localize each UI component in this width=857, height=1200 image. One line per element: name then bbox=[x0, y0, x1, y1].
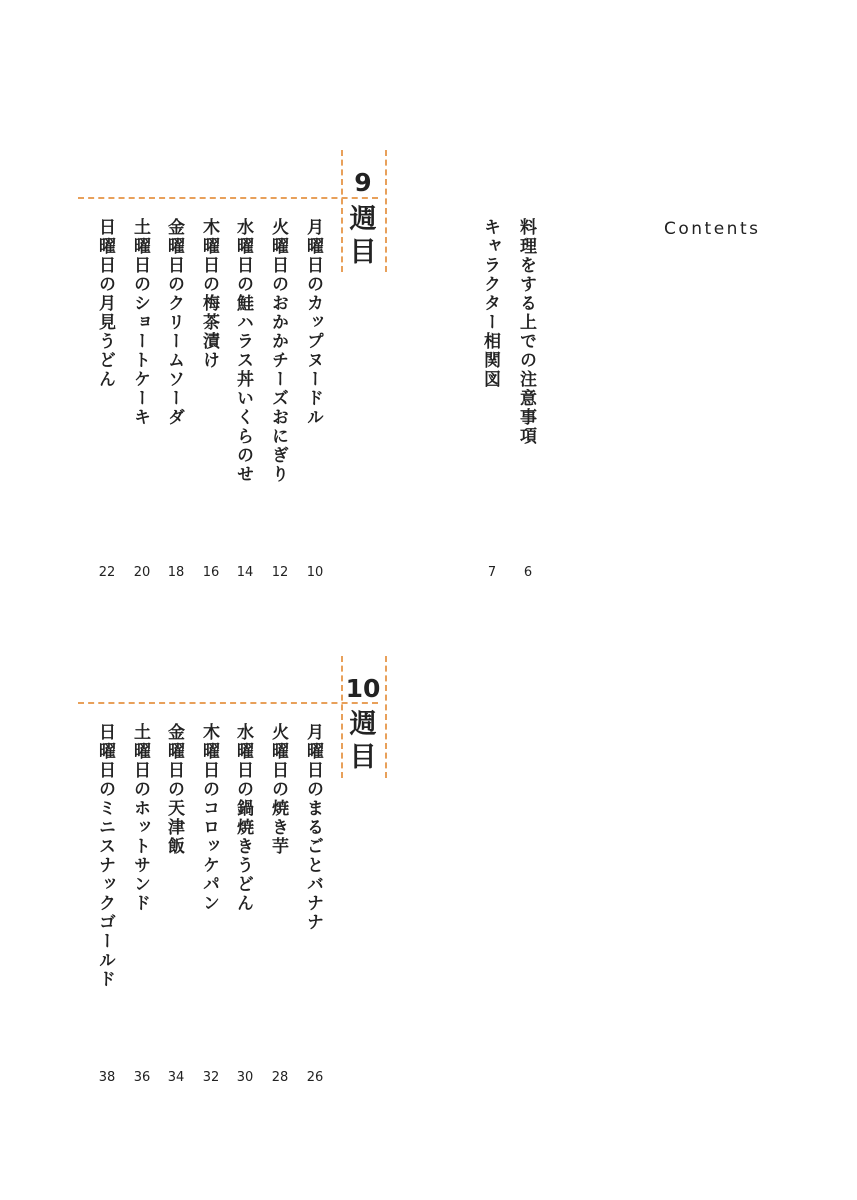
week-label: 目 bbox=[349, 237, 377, 268]
contents-title: Contents bbox=[664, 219, 761, 239]
page-number: 7 bbox=[487, 565, 497, 580]
toc-entry[interactable]: 金曜日のクリームソーダ bbox=[164, 218, 184, 427]
page-number: 18 bbox=[167, 565, 185, 580]
toc-entry[interactable]: 土曜日のショートケーキ bbox=[130, 218, 150, 427]
page-number: 26 bbox=[306, 1070, 324, 1085]
dashed-divider bbox=[78, 197, 378, 199]
week-label: 週 bbox=[349, 709, 377, 740]
toc-entry[interactable]: 土曜日のホットサンド bbox=[130, 723, 150, 913]
toc-entry[interactable]: 水曜日の鮭ハラス丼いくらのせ bbox=[233, 218, 253, 484]
page-number: 16 bbox=[202, 565, 220, 580]
toc-entry[interactable]: 日曜日のミニスナックゴールド bbox=[95, 723, 115, 989]
toc-entry[interactable]: 水曜日の鍋焼きうどん bbox=[233, 723, 253, 913]
page-number: 6 bbox=[523, 565, 533, 580]
toc-entry[interactable]: 月曜日のまるごとバナナ bbox=[303, 723, 323, 932]
page-number: 30 bbox=[236, 1070, 254, 1085]
toc-entry-precautions[interactable]: 料理をする上での注意事項 bbox=[516, 218, 536, 446]
week-number: 9 bbox=[354, 168, 372, 197]
page-number: 32 bbox=[202, 1070, 220, 1085]
page-number: 22 bbox=[98, 565, 116, 580]
page-number: 12 bbox=[271, 565, 289, 580]
toc-entry[interactable]: 金曜日の天津飯 bbox=[164, 723, 184, 856]
page-number: 36 bbox=[133, 1070, 151, 1085]
page-number: 20 bbox=[133, 565, 151, 580]
toc-entry[interactable]: 日曜日の月見うどん bbox=[95, 218, 115, 389]
week-number: 10 bbox=[345, 674, 381, 703]
dashed-divider bbox=[78, 702, 378, 704]
toc-entry[interactable]: 火曜日の焼き芋 bbox=[268, 723, 288, 856]
page-number: 28 bbox=[271, 1070, 289, 1085]
page-number: 34 bbox=[167, 1070, 185, 1085]
toc-entry[interactable]: 木曜日の梅茶漬け bbox=[199, 218, 219, 370]
toc-entry[interactable]: 月曜日のカップヌードル bbox=[303, 218, 323, 427]
page-number: 38 bbox=[98, 1070, 116, 1085]
page-number: 14 bbox=[236, 565, 254, 580]
week-label: 目 bbox=[349, 742, 377, 773]
toc-entry-character-chart[interactable]: キャラクター相関図 bbox=[480, 218, 500, 389]
week-label: 週 bbox=[349, 204, 377, 235]
toc-entry[interactable]: 火曜日のおかかチーズおにぎり bbox=[268, 218, 288, 484]
page-number: 10 bbox=[306, 565, 324, 580]
toc-entry[interactable]: 木曜日のコロッケパン bbox=[199, 723, 219, 913]
